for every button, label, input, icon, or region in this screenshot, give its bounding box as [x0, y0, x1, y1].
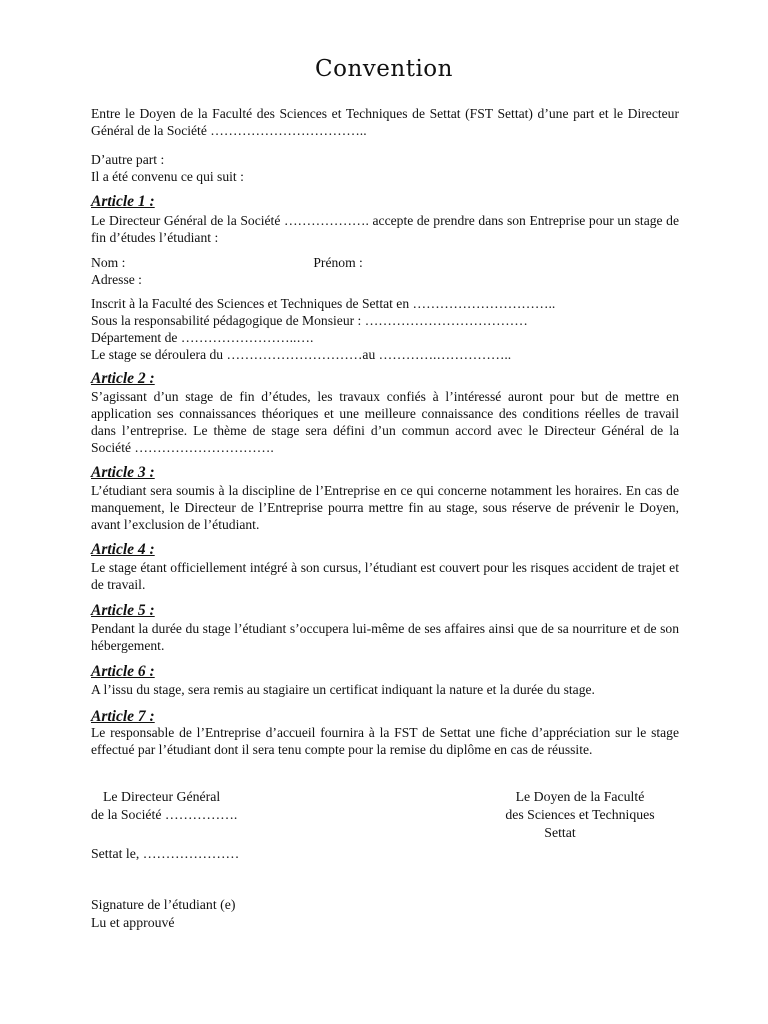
student-identity [91, 254, 679, 288]
responsabilite-line: Sous la responsabilité pédagogique de Monsieur : ……………………………… [91, 313, 528, 328]
internship-details [91, 295, 679, 363]
settat-date-line: Settat le, ………………… [91, 846, 240, 861]
signature-director-title: Le Directeur Général [103, 789, 221, 804]
article-3-text: L’étudiant sera soumis à la discipline de l’Entreprise en ce qui concerne notamment les horaires. En cas de manquement, le Directeur de l’Entreprise pourra mettre fin au stage, sous réserve de prévenir le Doyen, avant l’exclusion de l’étudiant. [91, 483, 679, 532]
article-4-text: Le stage étant officiellement intégré à son cursus, l’étudiant est couvert pour les risques accident de trajet et de travail. [91, 560, 679, 592]
article-2-text: S’agissant d’un stage de fin d’études, les travaux confiés à l’intéressé auront pour but de mettre en application ses connaissances théoriques et une meilleure connaissance des conditions réelles de travail dans l’entreprise. Le thème de stage sera défini d’un commun accord avec le Directeur Général de la Société …………………………. [91, 389, 679, 455]
agreed-text: Il a été convenu ce qui suit : [91, 169, 244, 184]
other-part-text: D’autre part : [91, 152, 165, 167]
article-1-text: Le Directeur Général de la Société ………………. accepte de prendre dans son Entreprise pour un stage de fin d’études l’étudiant : [91, 213, 679, 245]
article-5-text: Pendant la durée du stage l’étudiant s’occupera lui-même de ses affaires ainsi que de sa nourriture et de son hébergement. [91, 621, 679, 653]
signature-director-company: de la Société ……………. [91, 807, 238, 822]
intro-parties [91, 151, 679, 185]
article-3-heading: Article 3 : [91, 464, 155, 481]
article-5-heading: Article 5 : [91, 602, 155, 619]
signature-dean-city: Settat [544, 825, 576, 840]
signature-dean-faculty: des Sciences et Techniques [505, 807, 655, 822]
article-4-heading: Article 4 : [91, 541, 155, 558]
prenom-label: Prénom : [313, 255, 363, 270]
article-7-text: Le responsable de l’Entreprise d’accueil fournira à la FST de Settat une fiche d’appréciation sur le stage effectué par l’étudiant dont il sera tenu compte pour la remise du diplôme en cas de réussite. [91, 725, 679, 757]
article-6-heading: Article 6 : [91, 663, 155, 680]
signature-dean-title: Le Doyen de la Faculté [515, 789, 645, 804]
read-approved-label: Lu et approuvé [91, 915, 175, 930]
article-2-heading: Article 2 : [91, 370, 155, 387]
adresse-label: Adresse : [91, 272, 142, 287]
inscrit-line: Inscrit à la Faculté des Sciences et Techniques de Settat en ………………………….. [91, 296, 556, 311]
document-title: Convention [315, 56, 453, 82]
departement-line: Département de ……………………..…. [91, 330, 314, 345]
deroulera-line: Le stage se déroulera du …………………………au ………….…………….. [91, 347, 512, 362]
intro-paragraph: Entre le Doyen de la Faculté des Sciences et Techniques de Settat (FST Settat) d’une part et le Directeur Général de la Société …………………………….. [91, 106, 679, 138]
student-signature-label: Signature de l’étudiant (e) [91, 897, 236, 912]
article-6-text: A l’issu du stage, sera remis au stagiaire un certificat indiquant la nature et la durée du stage. [91, 682, 595, 697]
nom-label: Nom : Prénom : [91, 255, 363, 270]
article-7-heading: Article 7 : [91, 708, 155, 725]
article-1-heading: Article 1 : [91, 193, 155, 210]
